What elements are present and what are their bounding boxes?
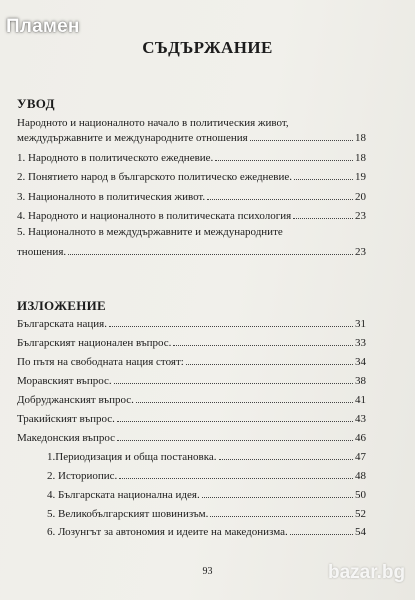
- dot-leader: [210, 516, 353, 517]
- dot-leader: [68, 254, 353, 255]
- entry-page: 41: [355, 394, 366, 406]
- body-subentry: [47, 468, 366, 482]
- intro-entry: [17, 150, 366, 164]
- entry-page: 52: [355, 508, 366, 520]
- entry-title: 5. Великобългарският шовинизъм.: [47, 508, 209, 520]
- entry-page: 19: [355, 171, 366, 183]
- entry-title: 4. Българската национална идея.: [47, 489, 200, 501]
- body-entry: [17, 411, 366, 425]
- entry-title: междудържавните и международните отношения: [17, 132, 248, 144]
- body-entry: [17, 354, 366, 368]
- seller-label: Пламен: [6, 16, 80, 37]
- entry-page: 38: [355, 375, 366, 387]
- dot-leader: [186, 364, 353, 365]
- entry-page: 23: [355, 246, 366, 258]
- entry-page: 46: [355, 432, 366, 444]
- body-entry: [17, 373, 366, 387]
- body-subentry: [47, 524, 366, 538]
- intro-last-entry: [17, 244, 366, 258]
- dot-leader: [207, 199, 353, 200]
- entry-title: Македонския въпрос: [17, 432, 116, 444]
- dot-leader: [250, 140, 353, 141]
- intro-heading: УВОД: [17, 96, 55, 111]
- entry-title: Моравският въпрос.: [17, 375, 112, 387]
- body-subentry: [47, 487, 366, 501]
- entry-title: 6. Лозунгът за автономия и идеите на македонизма.: [47, 526, 288, 538]
- entry-title: 3. Националното в политическия живот.: [17, 191, 206, 203]
- page-title: СЪДЪРЖАНИЕ: [142, 38, 273, 57]
- entry-title: Добруджанският въпрос.: [17, 394, 134, 406]
- intro-last-entry-line1: 5. Националното в междудържавните и международните: [17, 226, 283, 238]
- body-entry: [17, 316, 366, 330]
- dot-leader: [117, 440, 353, 441]
- entry-title: 4. Народното и националното в политическата психология: [17, 210, 292, 222]
- page-number: 93: [202, 566, 213, 577]
- dot-leader: [117, 421, 353, 422]
- dot-leader: [219, 459, 353, 460]
- entry-title: 2. Историопис.: [47, 470, 118, 482]
- entry-page: 20: [355, 191, 366, 203]
- body-subentry: [47, 506, 366, 520]
- entry-title: Българският национален въпрос.: [17, 337, 172, 349]
- entry-title: 1.Периодизация и обща постановка.: [47, 451, 217, 463]
- entry-title: тношения.: [17, 246, 67, 258]
- dot-leader: [294, 179, 353, 180]
- entry-page: 18: [355, 152, 366, 164]
- bazar-logo: bazar.bg: [328, 562, 406, 583]
- entry-page: 50: [355, 489, 366, 501]
- intro-entry: [17, 169, 366, 183]
- entry-page: 48: [355, 470, 366, 482]
- body-entry: [17, 430, 366, 444]
- entry-title: 1. Народното в политическото ежедневие.: [17, 152, 214, 164]
- dot-leader: [215, 160, 353, 161]
- body-subentry: [47, 449, 366, 463]
- entry-page: 54: [355, 526, 366, 538]
- entry-page: 33: [355, 337, 366, 349]
- dot-leader: [119, 478, 353, 479]
- body-entry: [17, 335, 366, 349]
- entry-title: По пътя на свободната нация стоят:: [17, 356, 184, 368]
- intro-first-entry: [17, 130, 366, 144]
- entry-page: 31: [355, 318, 366, 330]
- intro-first-entry-line1: Народното и националното начало в политическия живот,: [17, 117, 289, 129]
- dot-leader: [293, 218, 353, 219]
- body-entry: [17, 392, 366, 406]
- entry-title: 2. Понятието народ в българското политическо ежедневие.: [17, 171, 293, 183]
- dot-leader: [173, 345, 353, 346]
- dot-leader: [114, 383, 353, 384]
- dot-leader: [136, 402, 353, 403]
- dot-leader: [290, 534, 353, 535]
- entry-title: Българската нация.: [17, 318, 107, 330]
- body-heading: ИЗЛОЖЕНИЕ: [17, 298, 106, 313]
- entry-title: Тракийският въпрос.: [17, 413, 115, 425]
- entry-page: 43: [355, 413, 366, 425]
- intro-entry: [17, 208, 366, 222]
- entry-page: 47: [355, 451, 366, 463]
- entry-page: 18: [355, 132, 366, 144]
- entry-page: 23: [355, 210, 366, 222]
- dot-leader: [202, 497, 353, 498]
- intro-entry: [17, 189, 366, 203]
- entry-page: 34: [355, 356, 366, 368]
- dot-leader: [109, 326, 353, 327]
